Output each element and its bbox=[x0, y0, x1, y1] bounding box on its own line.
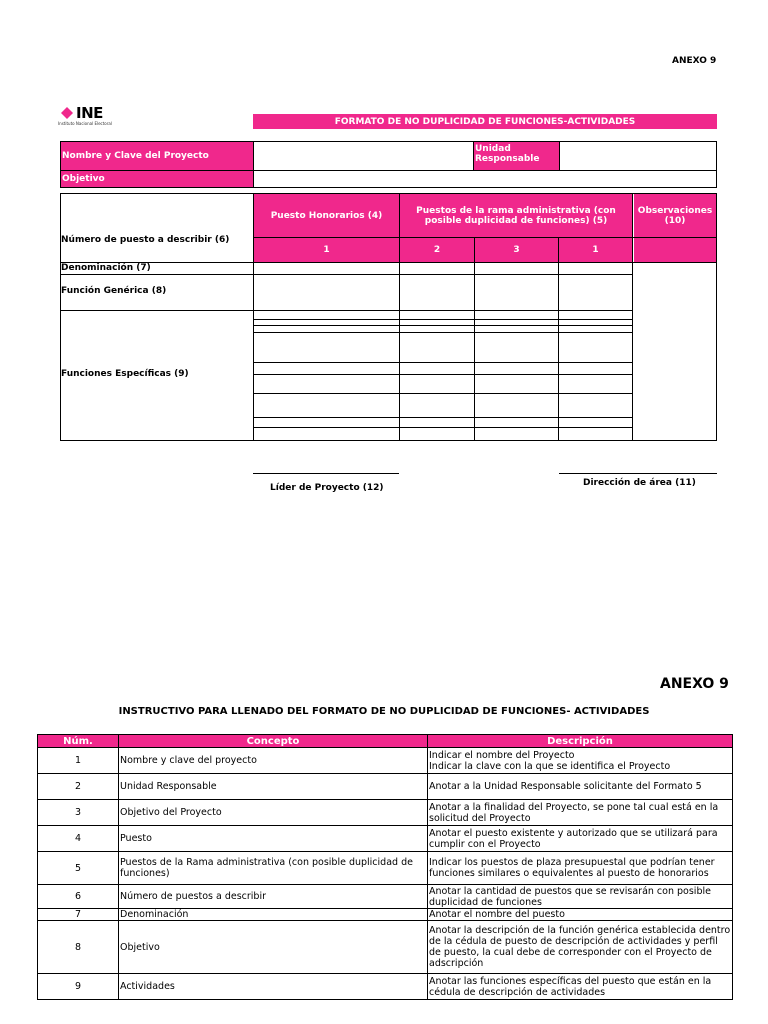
header-num: Núm. bbox=[38, 735, 119, 748]
table-row bbox=[38, 852, 733, 885]
cell-descripcion: Anotar la cantidad de puestos que se revisarán con posible duplicidad de funciones bbox=[428, 885, 733, 909]
nombre-clave-label: Nombre y Clave del Proyecto bbox=[60, 141, 254, 171]
table-row bbox=[38, 909, 733, 921]
cell-num: 9 bbox=[38, 974, 119, 1000]
table-row bbox=[38, 885, 733, 909]
puesto-honorarios-header: Puesto Honorarios (4) bbox=[254, 194, 399, 237]
table-row bbox=[38, 921, 733, 974]
header-concepto: Concepto bbox=[119, 735, 428, 748]
cell-concepto: Puesto bbox=[119, 826, 428, 852]
cell-num: 3 bbox=[38, 800, 119, 826]
cell-concepto: Actividades bbox=[119, 974, 428, 1000]
lider-signature-label: Líder de Proyecto (12) bbox=[270, 483, 384, 493]
numero-puesto-label: Número de puesto a describir (6) bbox=[61, 235, 230, 245]
num-cell-1: 1 bbox=[254, 238, 399, 262]
ine-logo-icon bbox=[60, 106, 74, 120]
anexo-label-2: ANEXO 9 bbox=[660, 676, 729, 692]
num-cell-3: 3 bbox=[475, 238, 558, 262]
direccion-signature-label: Dirección de área (11) bbox=[583, 478, 696, 488]
cell-num: 1 bbox=[38, 748, 119, 774]
cell-concepto: Unidad Responsable bbox=[119, 774, 428, 800]
direccion-signature-line bbox=[559, 473, 717, 474]
cell-num: 8 bbox=[38, 921, 119, 974]
cell-num: 4 bbox=[38, 826, 119, 852]
num-cell-2: 2 bbox=[400, 238, 474, 262]
cell-concepto: Objetivo bbox=[119, 921, 428, 974]
denominacion-label: Denominación (7) bbox=[61, 263, 151, 273]
table-row bbox=[38, 826, 733, 852]
funciones-especificas-label: Funciones Específicas (9) bbox=[61, 369, 189, 379]
nombre-clave-field[interactable] bbox=[253, 141, 474, 171]
cell-num: 7 bbox=[38, 909, 119, 921]
objetivo-field[interactable] bbox=[253, 170, 717, 188]
unidad-responsable-field[interactable] bbox=[559, 141, 717, 171]
cell-descripcion: Anotar el puesto existente y autorizado que se utilizará para cumplir con el Proyecto bbox=[428, 826, 733, 852]
cell-concepto: Objetivo del Proyecto bbox=[119, 800, 428, 826]
observaciones-header: Observaciones (10) bbox=[634, 194, 716, 237]
cell-descripcion: Indicar los puestos de plaza presupuestal que podrían tener funciones similares o equivalentes al puesto de honorarios bbox=[428, 852, 733, 885]
funcion-generica-label: Función Genérica (8) bbox=[61, 286, 167, 296]
header-descripcion: Descripción bbox=[428, 735, 733, 748]
cell-concepto: Número de puestos a describir bbox=[119, 885, 428, 909]
cell-descripcion: Anotar a la Unidad Responsable solicitante del Formato 5 bbox=[428, 774, 733, 800]
table-row bbox=[38, 800, 733, 826]
cell-descripcion: Anotar las funciones específicas del puesto que están en la cédula de descripción de actividades bbox=[428, 974, 733, 1000]
table-row bbox=[38, 774, 733, 800]
cell-concepto: Puestos de la Rama administrativa (con posible duplicidad de funciones) bbox=[119, 852, 428, 885]
anexo-label: ANEXO 9 bbox=[672, 56, 717, 66]
ine-logo bbox=[58, 106, 122, 128]
cell-descripcion: Anotar a la finalidad del Proyecto, se pone tal cual está en la solicitud del Proyecto bbox=[428, 800, 733, 826]
cell-num: 5 bbox=[38, 852, 119, 885]
table-row bbox=[38, 974, 733, 1000]
logo-brand: INE bbox=[76, 104, 103, 122]
instructivo-table bbox=[37, 734, 733, 1000]
cell-num: 2 bbox=[38, 774, 119, 800]
unidad-responsable-label: Unidad Responsable bbox=[473, 141, 560, 171]
cell-descripcion: Anotar la descripción de la función genérica establecida dentro de la cédula de puesto de descripción de actividades y perfil de puesto, la cual debe de corresponder con el Proyecto de adscripción bbox=[428, 921, 733, 974]
observaciones-header-fill bbox=[634, 238, 716, 262]
cell-descripcion: Indicar el nombre del Proyecto Indicar la clave con la que se identifica el Proyecto bbox=[428, 748, 733, 774]
table-row bbox=[38, 748, 733, 774]
lider-signature-line bbox=[253, 473, 399, 474]
cell-num: 6 bbox=[38, 885, 119, 909]
cell-concepto: Denominación bbox=[119, 909, 428, 921]
cell-concepto: Nombre y clave del proyecto bbox=[119, 748, 428, 774]
instructivo-title: INSTRUCTIVO PARA LLENADO DEL FORMATO DE NO DUPLICIDAD DE FUNCIONES- ACTIVIDADES bbox=[118, 706, 650, 717]
cell-descripcion: Anotar el nombre del puesto bbox=[428, 909, 733, 921]
logo-subtitle: Instituto Nacional Electoral bbox=[58, 121, 112, 126]
form-title: FORMATO DE NO DUPLICIDAD DE FUNCIONES-ACTIVIDADES bbox=[253, 114, 717, 129]
num-cell-4: 1 bbox=[559, 238, 632, 262]
objetivo-label: Objetivo bbox=[60, 170, 254, 188]
puestos-rama-header: Puestos de la rama administrativa (con posible duplicidad de funciones) (5) bbox=[400, 194, 632, 237]
